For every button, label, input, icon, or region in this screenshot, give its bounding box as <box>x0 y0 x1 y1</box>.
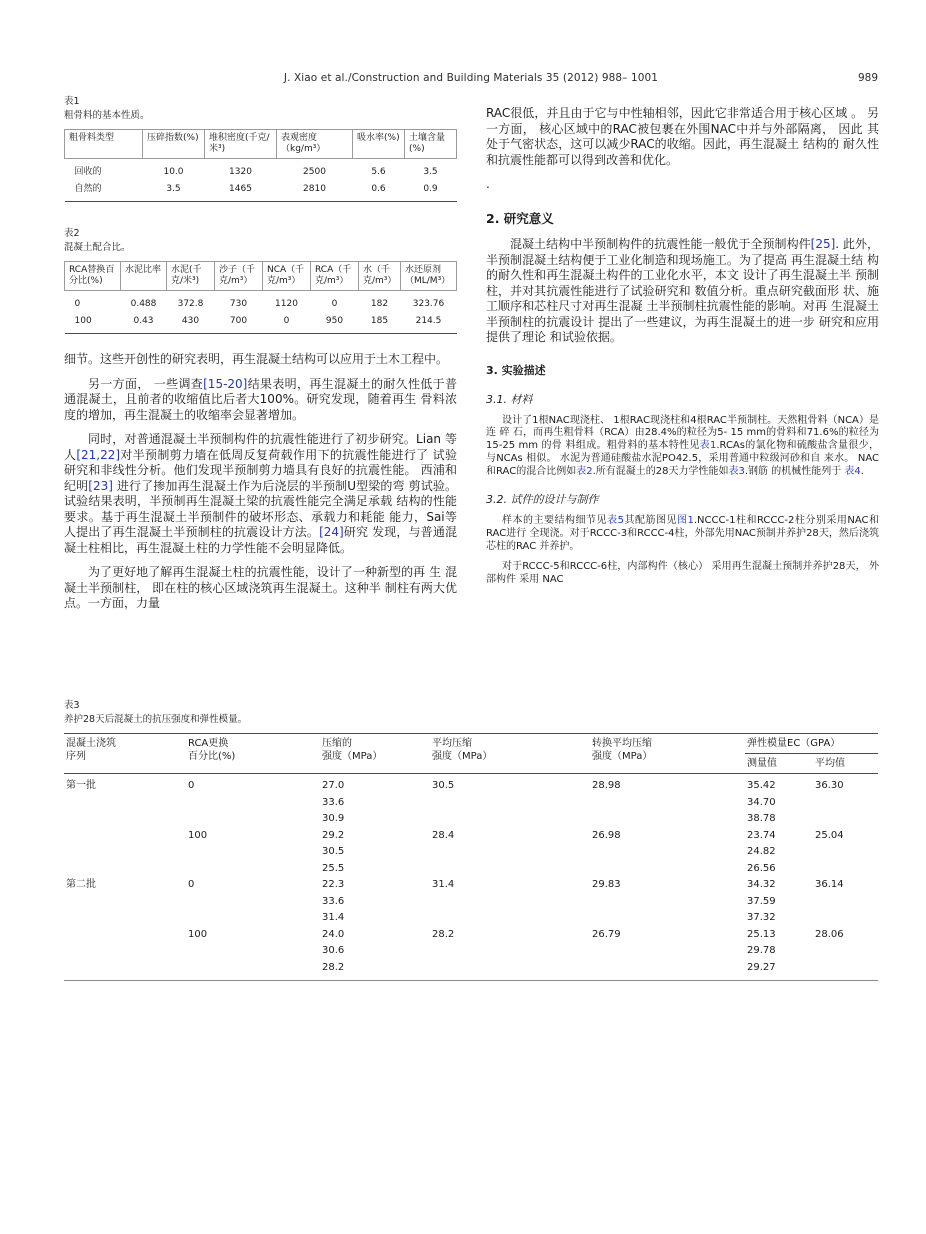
table-cell <box>430 811 590 828</box>
table-cell <box>64 927 186 944</box>
column-header <box>590 734 745 774</box>
table-cell: 34.32 <box>747 879 776 890</box>
table-cell <box>430 861 590 878</box>
table-cell <box>430 894 590 911</box>
table1-coarse-aggregate-properties <box>64 129 457 202</box>
page-header <box>64 72 878 84</box>
table-cell: 28.98 <box>592 780 621 791</box>
column-header: 水（千克/m³） <box>359 262 401 291</box>
table-cell <box>430 844 590 861</box>
table-cell: 28.4 <box>432 829 455 841</box>
table-cell: 25.5 <box>322 862 345 874</box>
stray-period: . <box>486 177 490 191</box>
table-cell: 第二批 <box>66 879 96 890</box>
header-line: RCA更换 <box>188 738 229 749</box>
table-cell: 30.6 <box>322 945 345 956</box>
citation-link[interactable]: [24] <box>319 525 344 539</box>
text-run: 样本的主要结构细节见 <box>502 515 608 527</box>
citation-link[interactable]: [23] <box>88 478 113 493</box>
text-run: .NCCC-1柱和RCCC-2柱分别采用NAC和RAC进行 全现浇。对于RCCC-3和RCCC-4柱，外部先用NAC预制并养护28天，然后浇筑芯柱的RAC 并养护。 <box>486 515 879 553</box>
table-cell <box>186 844 320 861</box>
header-line: 压缩的 <box>322 738 352 749</box>
table-cell <box>813 960 878 981</box>
table-cell: 185 <box>370 316 389 326</box>
table2-label: 表2 <box>64 228 80 239</box>
table-row <box>65 291 457 314</box>
table-row <box>64 861 878 878</box>
table3-caption-block <box>64 700 878 726</box>
table-cell: 100 <box>74 316 92 326</box>
table-cell <box>813 894 878 911</box>
table-row <box>64 927 878 944</box>
citation-link[interactable]: 表2 <box>576 465 593 477</box>
header-line: 强度（MPa） <box>592 750 653 762</box>
table-cell <box>430 960 590 981</box>
citation-link[interactable]: [21,22] <box>76 447 121 462</box>
table-row <box>64 795 878 812</box>
table-cell <box>590 910 745 927</box>
table-cell: 730 <box>229 299 248 309</box>
text-run: .所有混凝土的28天力学性能如 <box>592 465 729 477</box>
paragraph-seismic-research <box>64 432 457 556</box>
table1-caption: 粗骨料的基本性质。 <box>64 110 150 121</box>
table-cell: 2810 <box>303 184 326 194</box>
text-run: .钢筋 的机械性能列于 <box>744 465 845 477</box>
text-run: 设计了1根NAC现浇柱、 1根RAC现浇柱和4根RAC半预制柱。天然粗骨料（NCA）是连 碎 石，而再生粗骨料（RCA）由28.4%的粒径为5- 15 mm的骨料和71.6%的粒径为15-25 mm 的骨 料组成。粗骨料的基本特性见 <box>486 414 879 452</box>
table-cell: 323.76 <box>412 299 445 309</box>
table-row <box>64 774 878 795</box>
table-cell: 27.0 <box>322 780 345 791</box>
table-row <box>65 159 457 182</box>
table-cell: 0.43 <box>133 316 154 326</box>
column-header: NCA（千克/m³） <box>263 262 311 291</box>
citation-link[interactable]: [15-20] <box>203 376 248 391</box>
table-cell: 26.79 <box>592 928 621 940</box>
table-cell: 31.4 <box>322 912 345 923</box>
table3-label: 表3 <box>64 700 80 711</box>
table2-mix-proportion <box>64 261 457 334</box>
table-cell: 23.74 <box>747 829 776 841</box>
header-line: 强度（MPa） <box>322 750 383 762</box>
table-cell: 37.59 <box>747 895 776 907</box>
paragraph-new-column-design <box>64 565 457 612</box>
table-cell: 3.5 <box>423 167 438 177</box>
table-row <box>64 844 878 861</box>
table-cell: 回收的 <box>74 167 102 177</box>
table-row <box>64 811 878 828</box>
column-header: 水泥比率 <box>121 262 167 291</box>
text-run: 对于RCCC-5和RCCC-6柱，内部构件（核心） 采用再生混凝土预制并养护28天， 外部构件 采用 NAC <box>486 560 879 585</box>
citation-link[interactable]: 表3 <box>728 465 745 477</box>
table2-caption: 混凝土配合比。 <box>64 242 131 253</box>
column-header: 吸水率(%) <box>353 130 405 159</box>
table-cell: 33.6 <box>322 895 345 907</box>
text-run: . 此外， 半预制混凝土结构便于工业化制造和现场施工。为了提高 再生混凝土结 构的耐久性和再生混凝土构件的工业化水平，本文 设计了再生混凝土半 预制柱，并对其抗震性能进行了试验研究和 数值分析。重点研究截面形 状、施工顺序和芯柱尺寸对再生混凝 土半预制柱抗震性能的影响。对再 生混凝土半预制柱的抗震设计 提出了一些建议，为再生混凝土的进一步 研究和应用提供了理论 和试验依据。 <box>486 237 879 344</box>
table-cell <box>590 943 745 960</box>
table-cell <box>64 894 186 911</box>
text-run: 另一方面， 一些调查 <box>88 376 204 391</box>
column-header <box>320 734 430 774</box>
column-header <box>186 734 320 774</box>
table-cell: 3.5 <box>166 184 181 194</box>
column-header-average: 平均值 <box>813 753 878 774</box>
table-cell: 34.70 <box>747 796 776 808</box>
column-header: RCA替换百分比(%) <box>65 262 121 291</box>
table-cell: 28.06 <box>815 928 844 940</box>
table-cell: 29.83 <box>592 879 621 890</box>
table-cell: 25.13 <box>747 928 776 940</box>
text-run: 对半预制剪力墙在低周反复荷载作用下的抗震性能进行了 试验研究和非线性分析。他们发现半预制剪力墙具有良好的抗震性能。 西浦和纪明 <box>64 447 457 493</box>
section-3-heading: 3. 实验描述 <box>486 363 546 377</box>
table-cell <box>590 795 745 812</box>
table2-caption-block <box>64 228 457 254</box>
column-header: 粗骨料类型 <box>65 130 143 159</box>
table-cell <box>64 910 186 927</box>
text-run: 其配筋图见 <box>623 515 677 527</box>
table1-caption-block <box>64 96 457 122</box>
paragraph-continuation <box>64 352 457 368</box>
table-cell: 36.14 <box>815 879 844 890</box>
table-cell: 2500 <box>303 167 326 177</box>
column-header <box>430 734 590 774</box>
table-cell <box>186 910 320 927</box>
column-header: 水泥(千克/米³) <box>167 262 215 291</box>
table-row <box>64 828 878 845</box>
table-cell <box>590 894 745 911</box>
table-cell: 25.04 <box>815 829 844 841</box>
table-cell <box>813 811 878 828</box>
table-cell: 0 <box>331 299 338 309</box>
header-line: 序列 <box>66 750 86 762</box>
table-cell <box>590 844 745 861</box>
table-cell <box>64 811 186 828</box>
table-cell <box>64 795 186 812</box>
table-cell: 26.56 <box>747 862 776 874</box>
section-2-heading: 2. 研究意义 <box>486 211 554 226</box>
text-run: 同时，对普通混凝土半预制构件的抗震性能进行了初步研究。Lian 等人 <box>64 432 457 462</box>
left-column <box>64 96 457 621</box>
header-line: 混凝土浇筑 <box>66 738 116 749</box>
table-cell <box>813 943 878 960</box>
column-header: 压碎指数(%) <box>143 130 205 159</box>
text-run: 进行了掺加再生混凝土作为后浇层的半预制U型梁的弯 剪试验。试验结果表明，半预制再生混凝土梁的抗震性能完全满足承载 结构的性能要求。基于再生混凝土半预制件的破坏形态、承载力和耗能 能力，Sai等人提出了再生混凝土半预制柱的抗震设计方法。 <box>64 478 457 539</box>
column-header: RCA（千克/m³） <box>311 262 359 291</box>
table-cell: 24.82 <box>747 846 776 857</box>
paragraph-durability <box>64 377 457 424</box>
table-cell <box>64 943 186 960</box>
table-cell <box>64 861 186 878</box>
table-cell: 29.78 <box>747 945 776 956</box>
table-cell: 33.6 <box>322 796 345 808</box>
paragraph-research-significance <box>486 237 879 346</box>
table-cell <box>64 960 186 981</box>
citation-link[interactable]: [25] <box>810 237 836 251</box>
column-header: 沙子（千克/m³） <box>215 262 263 291</box>
text-run: 细节。这些开创性的研究表明，再生混凝土结构可以应用于土木工程中。 <box>64 352 449 366</box>
column-header: 堆积密度(千克/米³) <box>205 130 277 159</box>
paragraph-rac-core <box>486 106 879 168</box>
table-cell: 1465 <box>229 184 252 194</box>
citation-link[interactable]: 表5 <box>607 515 624 527</box>
table-cell: 0.488 <box>130 299 157 309</box>
table-header <box>65 130 457 159</box>
table-row <box>64 894 878 911</box>
table-row <box>65 313 457 334</box>
table-cell: 31.4 <box>432 879 455 890</box>
table-cell: 0 <box>188 780 195 791</box>
table-cell <box>430 795 590 812</box>
table-cell: 28.2 <box>322 961 345 973</box>
table-cell: 38.78 <box>747 813 776 824</box>
paragraph-specimen-design-1 <box>486 515 879 553</box>
table-cell: 0 <box>74 299 81 309</box>
header-line: 百分比(%) <box>188 750 236 762</box>
citation-link[interactable]: 表1 <box>699 440 717 452</box>
table3-header <box>64 734 878 774</box>
table-row <box>64 910 878 927</box>
table-cell: 100 <box>188 829 208 841</box>
citation-link[interactable]: 表4 <box>844 465 861 477</box>
table3-strength-and-modulus <box>64 733 878 981</box>
table-row <box>64 943 878 960</box>
table-cell <box>186 894 320 911</box>
table-cell: 30.9 <box>322 813 345 824</box>
table-cell <box>186 960 320 981</box>
table-cell: 29.27 <box>747 961 776 973</box>
table-header <box>65 262 457 291</box>
table-cell: 30.5 <box>432 780 455 791</box>
table-cell: 1320 <box>229 167 252 177</box>
table-cell: 26.98 <box>592 829 621 841</box>
table-cell: 950 <box>325 316 344 326</box>
table-cell: 1120 <box>275 299 298 309</box>
table-cell <box>430 943 590 960</box>
paragraph-specimen-design-2 <box>486 561 879 587</box>
table-cell <box>813 795 878 812</box>
column-header: 表观密度（kg/m³） <box>277 130 353 159</box>
table1-label: 表1 <box>64 96 80 107</box>
table-cell: 430 <box>181 316 200 326</box>
header-line: 强度（MPa） <box>432 750 493 762</box>
table-cell <box>813 910 878 927</box>
table-cell: 0 <box>188 879 195 890</box>
table-cell <box>430 910 590 927</box>
table-cell: 37.32 <box>747 912 776 923</box>
table-cell: 5.6 <box>371 167 386 177</box>
table-cell: 0.9 <box>423 184 438 194</box>
citation-link[interactable]: 图1 <box>676 515 694 527</box>
table-cell <box>64 844 186 861</box>
table-cell <box>590 960 745 981</box>
table-row <box>65 181 457 202</box>
text-run: 结果表明，再生混凝土的耐久性低于普 通混凝土，且前者的收缩值比后者大100%。研究发现，随着再生 骨料浓 度的增加，再生混凝土的收缩率会显著增加。 <box>64 376 457 422</box>
text-run: 混凝土结构中半预制构件的抗震性能一般优于全预制构件 <box>510 237 811 251</box>
table3-section <box>64 700 878 981</box>
text-run: 研究 发现，与普通混凝土柱相比，再生混凝土柱的力学性能不会明显降低。 <box>64 525 457 555</box>
table3-caption: 养护28天后混凝土的抗压强度和弹性模量。 <box>64 714 248 725</box>
table-row <box>64 877 878 894</box>
table-cell: 10.0 <box>163 167 184 177</box>
column-header <box>64 734 186 774</box>
right-column <box>486 106 879 593</box>
table-cell: 30.5 <box>322 846 345 857</box>
header-line: 平均压缩 <box>432 738 472 749</box>
table-cell: 36.30 <box>815 780 844 791</box>
table-cell <box>186 943 320 960</box>
page-number: 989 <box>857 72 878 84</box>
table-cell: 372.8 <box>177 299 204 309</box>
column-header-measured: 测量值 <box>745 753 813 774</box>
table-cell <box>813 844 878 861</box>
section-3-1-heading: 3.1. 材料 <box>486 392 533 406</box>
text-run: RAC很低，并且由于它与中性轴相邻，因此它非常适合用于核心区域 。 另一方面， 核心区域中的RAC被包裹在外围NAC中并与外部隔离， 因此 其处于气密状态，这可以减少RAC的收缩。因此，再生混凝土 结构的 耐久性和抗震性能都可以得到改善和优化。 <box>486 106 879 167</box>
table-cell <box>590 811 745 828</box>
text-run: .RCAs的氯化物和硫酸盐含量很少，与NCAs 相似。 水泥为普通硅酸盐水泥PO42.5，采用普通中粒级河砂和自 来水。 NAC 和RAC的混合比例如 <box>486 440 879 477</box>
table-cell: 24.0 <box>322 928 345 940</box>
column-header: 土壤含量(%) <box>405 130 457 159</box>
table-cell <box>186 811 320 828</box>
table-row <box>64 960 878 981</box>
table-cell: 0 <box>283 316 290 326</box>
table-cell <box>186 795 320 812</box>
section-3-2-heading: 3.2. 试件的设计与制作 <box>486 493 599 507</box>
table-cell: 自然的 <box>74 184 102 194</box>
text-run: . <box>860 465 864 477</box>
table-cell: 28.2 <box>432 928 455 940</box>
column-header: 水还原剂（ML/M³） <box>401 262 457 291</box>
table-cell: 182 <box>370 299 389 309</box>
table-cell: 35.42 <box>747 780 776 791</box>
table-cell: 100 <box>188 928 208 940</box>
text-run: 为了更好地了解再生混凝土柱的抗震性能，设计了一种新型的再 生 混凝土半预制柱， 即在柱的核心区域浇筑再生混凝土。这种半 制柱有两大优点。一方面，力量 <box>64 565 457 610</box>
table-cell: 214.5 <box>415 316 442 326</box>
table-cell: 700 <box>229 316 248 326</box>
table-cell <box>590 861 745 878</box>
journal-citation: J. Xiao et al./Construction and Building Materials 35 (2012) 988– 1001 <box>283 72 659 84</box>
paragraph-materials <box>486 415 879 479</box>
table-cell: 第一批 <box>66 780 96 791</box>
table-cell <box>813 861 878 878</box>
table-cell: 29.2 <box>322 829 345 841</box>
header-line: 转换平均压缩 <box>592 738 652 749</box>
table-cell: 22.3 <box>322 879 345 890</box>
table-cell: 0.6 <box>371 184 386 194</box>
table-cell <box>64 828 186 845</box>
column-header-elastic-modulus: 弹性模量EC（GPA） <box>745 734 878 754</box>
table-cell <box>186 861 320 878</box>
